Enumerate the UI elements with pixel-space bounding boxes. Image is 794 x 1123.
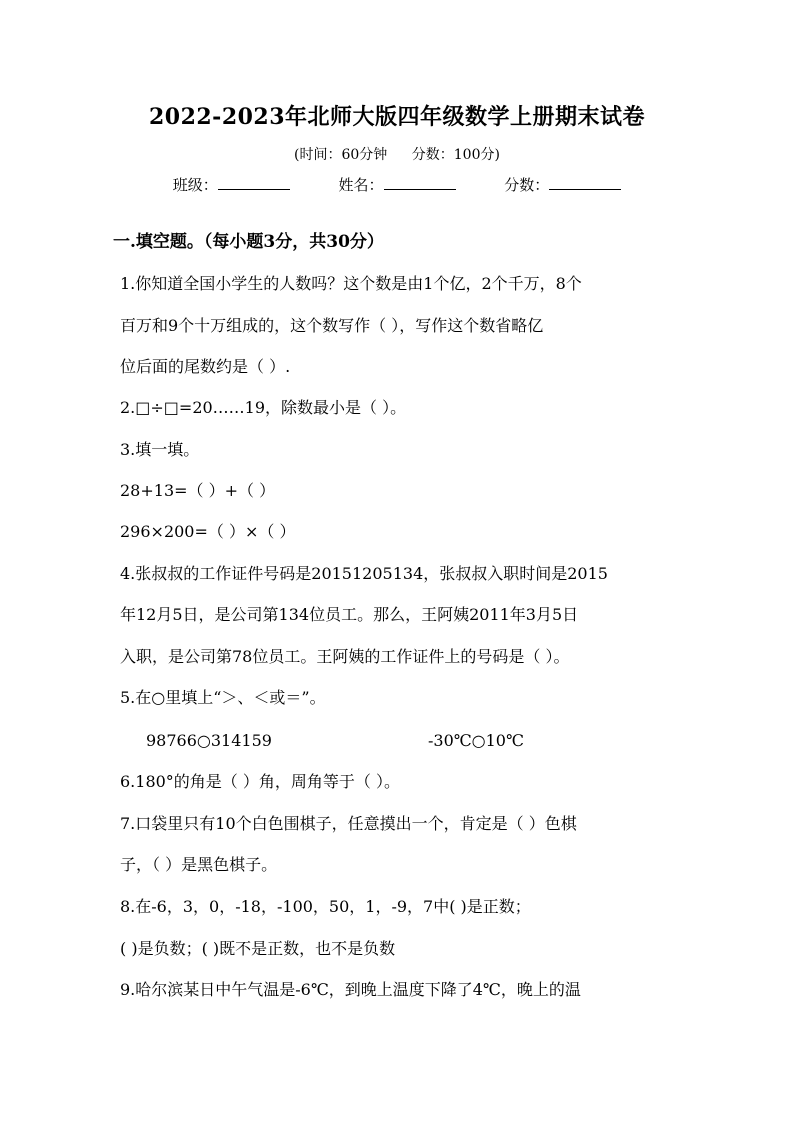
question-line: 3.填一填。 xyxy=(120,440,200,459)
name-label: 姓名： xyxy=(338,176,384,194)
exam-meta xyxy=(0,144,794,164)
class-blank[interactable] xyxy=(218,175,290,190)
question-line: 7.口袋里只有10个白色围棋子，任意摸出一个，肯定是（ ）色棋 xyxy=(120,814,577,833)
question-line: ( )是负数；( )既不是正数，也不是负数 xyxy=(120,939,396,958)
student-info xyxy=(0,174,794,195)
name-field xyxy=(338,174,455,195)
score-label: 分数： xyxy=(504,176,550,194)
question-line: 5.在○里填上“＞、＜或＝”。 xyxy=(120,688,326,707)
question-line: 28+13=（ ）+（ ） xyxy=(120,481,276,500)
question-line: 9.哈尔滨某日中午气温是-6℃，到晚上温度下降了4℃，晚上的温 xyxy=(120,980,581,999)
score-blank[interactable] xyxy=(549,175,621,190)
question-line: 子，（ ）是黑色棋子。 xyxy=(120,855,278,874)
question-line: 8.在-6，3，0，-18，-100，50，1，-9，7中( )是正数； xyxy=(120,897,531,916)
question-line: 百万和9个十万组成的，这个数写作（ ），写作这个数省略亿 xyxy=(120,316,544,335)
question-line: 位后面的尾数约是（ ）. xyxy=(120,357,291,376)
name-blank[interactable] xyxy=(384,175,456,190)
score-field xyxy=(504,174,621,195)
question-line: 1.你知道全国小学生的人数吗？这个数是由1个亿，2个千万，8个 xyxy=(120,274,582,293)
class-field xyxy=(173,174,290,195)
question-line: 年12月5日，是公司第134位员工。那么，王阿姨2011年3月5日 xyxy=(120,605,579,624)
score-text: 分数：100分) xyxy=(411,147,500,163)
question-line: 2.□÷□=20……19，除数最小是（ ）。 xyxy=(120,398,407,417)
compare-left: 98766○314159 xyxy=(146,731,272,750)
compare-right: -30℃○10℃ xyxy=(428,731,524,750)
question-line: 4.张叔叔的工作证件号码是20151205134，张叔叔入职时间是2015 xyxy=(120,564,608,583)
time-text: (时间：60分钟 xyxy=(294,147,388,163)
question-line: 296×200=（ ）×（ ） xyxy=(120,522,296,541)
page-title: 2022-2023年北师大版四年级数学上册期末试卷 xyxy=(148,104,646,130)
question-line: 入职，是公司第78位员工。王阿姨的工作证件上的号码是（ ）。 xyxy=(120,647,570,666)
section-heading: 一.填空题。（每小题3分，共30分） xyxy=(113,232,384,252)
class-label: 班级： xyxy=(172,176,218,194)
question-line: 6.180°的角是（ ）角，周角等于（ ）。 xyxy=(120,772,400,791)
